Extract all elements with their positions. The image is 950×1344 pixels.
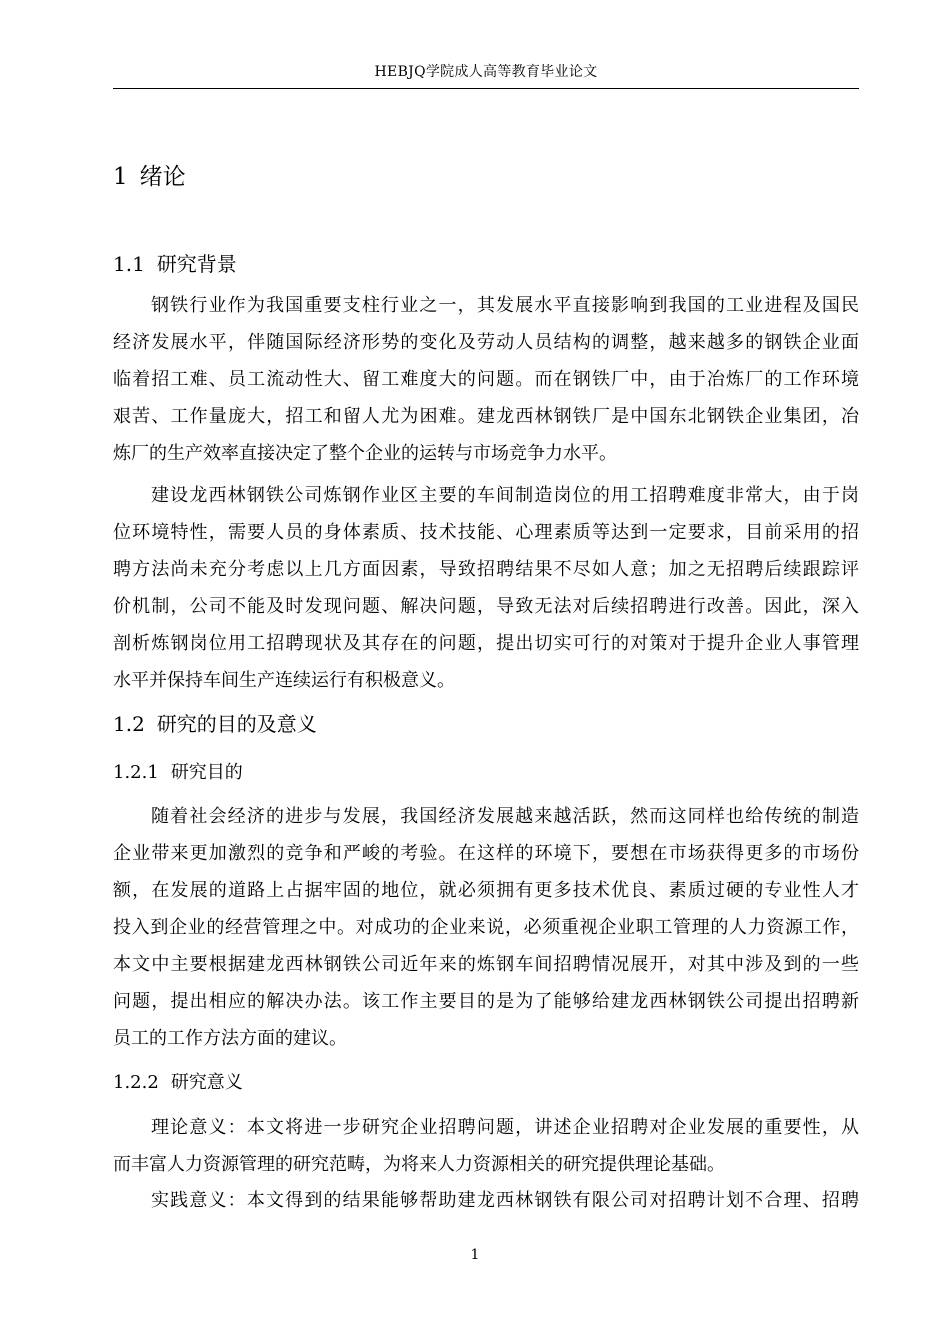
section-number: 1.1: [113, 252, 145, 276]
chapter-heading: [113, 162, 186, 192]
text-line: 聘方法尚未充分考虑以上几方面因素，导致招聘结果不尽如人意；加之无招聘后续跟踪评: [113, 559, 859, 580]
text-line: 本文中主要根据建龙西林钢铁公司近年来的炼钢车间招聘情况展开，对其中涉及到的一些: [113, 954, 859, 975]
text-line: 剖析炼钢岗位用工招聘现状及其存在的问题，提出切实可行的对策对于提升企业人事管理: [113, 633, 859, 654]
text-line: 位环境特性，需要人员的身体素质、技术技能、心理素质等达到一定要求，目前采用的招: [113, 522, 859, 543]
text-line: 实践意义：本文得到的结果能够帮助建龙西林钢铁有限公司对招聘计划不合理、招聘: [151, 1190, 859, 1211]
subsection-title: 研究目的: [170, 762, 243, 783]
text-line: 问题，提出相应的解决办法。该工作主要目的是为了能够给建龙西林钢铁公司提出招聘新: [113, 991, 859, 1012]
section-title: 研究背景: [156, 252, 237, 276]
text-line: 员工的工作方法方面的建议。: [113, 1028, 347, 1049]
subsection-title: 研究意义: [170, 1072, 243, 1093]
section-number: 1.2: [113, 712, 145, 736]
paragraph-purpose: [113, 798, 859, 1057]
text-line: 艰苦、工作量庞大，招工和留人尤为困难。建龙西林钢铁厂是中国东北钢铁企业集团，冶: [113, 406, 859, 427]
subsection-heading-1-2-1: [113, 760, 243, 786]
section-heading-1-2: [113, 710, 317, 738]
text-line: 临着招工难、员工流动性大、留工难度大的问题。而在钢铁厂中，由于冶炼厂的工作环境: [113, 369, 859, 390]
text-line: 经济发展水平，伴随国际经济形势的变化及劳动人员结构的调整，越来越多的钢铁企业面: [113, 332, 859, 353]
text-line: 而丰富人力资源管理的研究范畴，为将来人力资源相关的研究提供理论基础。: [113, 1154, 725, 1175]
text-line: 投入到企业的经营管理之中。对成功的企业来说，必须重视企业职工管理的人力资源工作，: [113, 917, 859, 938]
chapter-title: 绪论: [139, 164, 186, 190]
text-line: 企业带来更加激烈的竞争和严峻的考验。在这样的环境下，要想在市场获得更多的市场份: [113, 843, 859, 864]
text-line: 额，在发展的道路上占据牢固的地位，就必须拥有更多技术优良、素质过硬的专业性人才: [113, 880, 859, 901]
text-line: 价机制，公司不能及时发现问题、解决问题，导致无法对后续招聘进行改善。因此，深入: [113, 596, 859, 617]
text-line: 理论意义：本文将进一步研究企业招聘问题，讲述企业招聘对企业发展的重要性，从: [151, 1117, 859, 1138]
header-rule: [113, 88, 859, 89]
chapter-number: 1: [113, 164, 128, 190]
paragraph-significance-practice: [113, 1182, 859, 1219]
text-line: 随着社会经济的进步与发展，我国经济发展越来越活跃，然而这同样也给传统的制造: [151, 806, 859, 827]
text-line: 钢铁行业作为我国重要支柱行业之一，其发展水平直接影响到我国的工业进程及国民: [151, 295, 859, 316]
paragraph-background-1: [113, 287, 859, 472]
paragraph-significance-theory: [113, 1109, 859, 1183]
section-heading-1-1: [113, 250, 237, 278]
text-line: 炼厂的生产效率直接决定了整个企业的运转与市场竞争力水平。: [113, 443, 617, 464]
text-line: 水平并保持车间生产连续运行有积极意义。: [113, 670, 455, 691]
subsection-number: 1.2.1: [113, 762, 159, 783]
text-line: 建设龙西林钢铁公司炼钢作业区主要的车间制造岗位的用工招聘难度非常大，由于岗: [151, 485, 859, 506]
subsection-heading-1-2-2: [113, 1070, 243, 1096]
paragraph-background-2: [113, 477, 859, 699]
subsection-number: 1.2.2: [113, 1072, 159, 1093]
running-header: HEBJQ学院成人高等教育毕业论文: [374, 64, 598, 80]
section-title: 研究的目的及意义: [156, 712, 317, 736]
page-number: 1: [470, 1247, 480, 1263]
